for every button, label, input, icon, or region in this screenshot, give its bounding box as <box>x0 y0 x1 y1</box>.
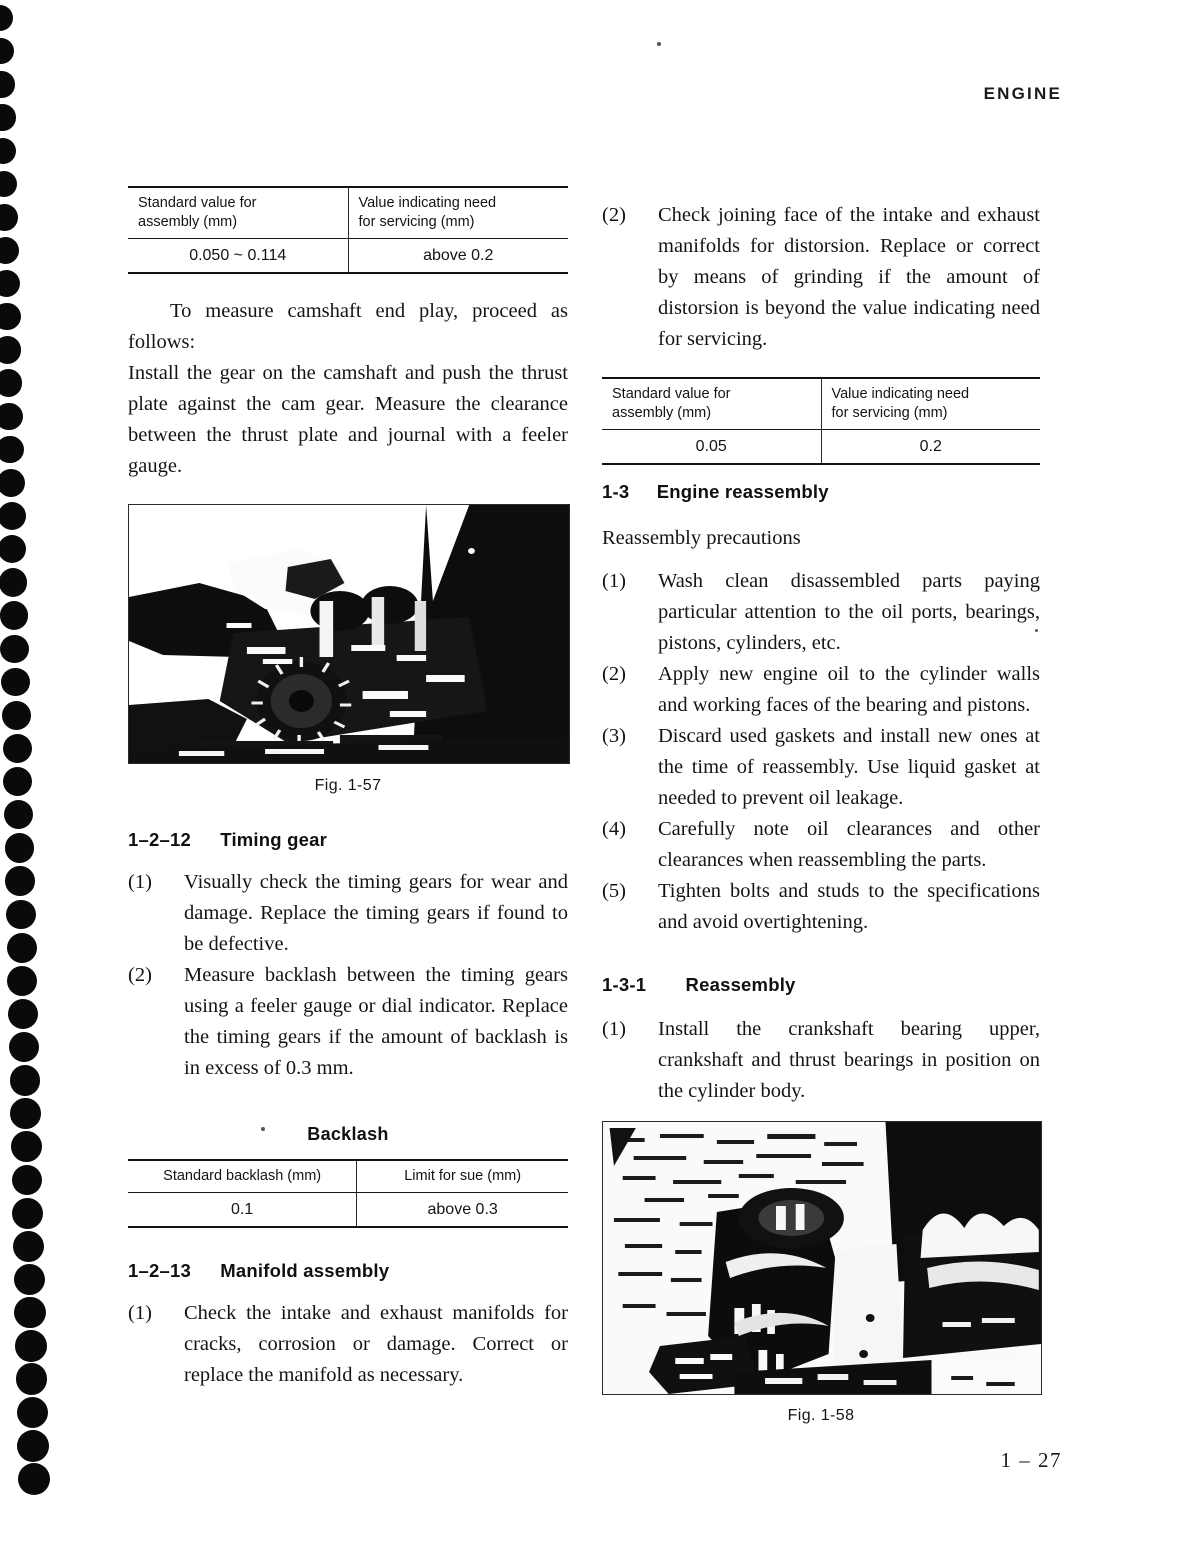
figure-1-58-caption: Fig. 1-58 <box>787 1407 855 1424</box>
figure-1-57-caption: Fig. 1-57 <box>314 777 382 794</box>
table-value-cell: above 0.2 <box>348 239 568 274</box>
binding-hole <box>8 999 38 1029</box>
section-heading-timing-gear <box>128 829 568 851</box>
table-header-cell: Value indicating need <box>358 195 497 211</box>
binding-hole <box>0 171 17 198</box>
page-number: 1 – 27 <box>1000 1448 1062 1472</box>
binding-hole <box>0 635 29 664</box>
list-item-text: Wash clean disassembled parts paying particular attention to the oil ports, bearings, pistons, cylinders, etc. <box>658 570 1040 654</box>
section-number: 1–2–12 <box>128 829 191 850</box>
binding-hole <box>5 833 34 862</box>
list-item <box>128 867 568 960</box>
list-item <box>602 566 1040 659</box>
binding-hole <box>0 303 21 330</box>
table-header-cell: for servicing (mm) <box>831 405 948 421</box>
section-number: 1-3 <box>602 481 630 502</box>
list-item <box>128 1298 568 1391</box>
list-item <box>602 721 1040 814</box>
binding-hole <box>0 601 28 629</box>
binding-hole <box>1 668 30 697</box>
binding-hole <box>4 800 33 829</box>
binding-hole <box>0 336 21 363</box>
binding-hole <box>3 734 32 763</box>
binding-hole <box>2 701 31 730</box>
binding-hole <box>10 1098 41 1129</box>
binding-hole <box>3 767 32 796</box>
manifold-distortion-table <box>602 377 1040 465</box>
spiral-binding-holes <box>0 0 60 1544</box>
binding-hole <box>0 535 26 563</box>
list-marker: (2) <box>602 663 626 685</box>
binding-hole <box>17 1397 49 1429</box>
list-item-text: Carefully note oil clearances and other clearances when reassembling the parts. <box>658 818 1040 871</box>
binding-hole <box>9 1032 39 1062</box>
binding-hole <box>0 237 19 264</box>
table-value-cell: 0.1 <box>128 1193 357 1228</box>
binding-hole <box>0 38 14 64</box>
list-item <box>128 960 568 1084</box>
list-item-text: Apply new engine oil to the cylinder walls and working faces of the bearing and pistons. <box>658 663 1040 716</box>
list-item-text: Check the intake and exhaust manifolds for cracks, corrosion or damage. Correct or replace the manifold as necessary. <box>184 1302 568 1386</box>
section-number: 1–2–13 <box>128 1260 191 1281</box>
scan-speck <box>657 42 661 46</box>
table-header-cell: for servicing (mm) <box>358 214 475 230</box>
binding-hole <box>11 1131 42 1162</box>
binding-hole <box>0 502 26 530</box>
list-item <box>602 200 1040 355</box>
table-header-cell: assembly (mm) <box>138 214 238 230</box>
list-marker: (3) <box>602 725 626 747</box>
section-heading-reassembly <box>602 974 1040 996</box>
binding-hole <box>17 1430 49 1462</box>
list-marker: (2) <box>602 204 626 226</box>
list-item <box>602 876 1040 938</box>
table-header-cell: assembly (mm) <box>612 405 712 421</box>
binding-hole <box>0 270 20 297</box>
binding-hole <box>18 1463 50 1495</box>
binding-hole <box>0 204 18 231</box>
binding-hole <box>0 369 22 397</box>
binding-hole <box>6 900 36 930</box>
binding-hole <box>0 403 23 431</box>
table-value-cell: above 0.3 <box>357 1193 568 1228</box>
table-header-cell: Value indicating need <box>831 386 970 402</box>
running-header: ENGINE <box>983 84 1062 103</box>
binding-hole <box>0 138 16 165</box>
section-heading-manifold-assembly <box>128 1260 568 1282</box>
paragraph-measure-endplay: To measure camshaft end play, proceed as follows: <box>128 300 568 353</box>
section-number: 1-3-1 <box>602 974 647 995</box>
list-item-text: Tighten bolts and studs to the specifications and avoid overtightening. <box>658 880 1040 933</box>
binding-hole <box>0 104 16 130</box>
backlash-table <box>128 1159 568 1228</box>
list-marker: (1) <box>128 871 152 893</box>
list-marker: (5) <box>602 880 626 902</box>
list-item-text: Measure backlash between the timing gears using a feeler gauge or dial indicator. Replace the timing gears if the amount of backlash is in excess of 0.3 mm. <box>184 964 568 1079</box>
table-header-cell: Standard value for <box>612 386 731 402</box>
binding-hole <box>14 1297 45 1328</box>
list-item <box>602 1014 1040 1107</box>
list-item <box>602 814 1040 876</box>
left-column <box>128 186 568 1391</box>
list-marker: (1) <box>128 1302 152 1324</box>
list-item-text: Discard used gaskets and install new ones at the time of reassembly. Use liquid gasket at needed to prevent oil leakage. <box>658 725 1040 809</box>
figure-1-58-image <box>602 1121 1042 1395</box>
section-title: Timing gear <box>220 829 327 850</box>
list-item-text: Visually check the timing gears for wear and damage. Replace the timing gears if found to be defective. <box>184 871 568 955</box>
section-title: Engine reassembly <box>656 481 829 502</box>
paragraph-install-gear: Install the gear on the camshaft and push the thrust plate against the cam gear. Measure the clearance between the thrust plate and journal with a feeler gauge. <box>128 362 568 477</box>
binding-hole <box>14 1264 45 1295</box>
list-item-text: Check joining face of the intake and exhaust manifolds for distorsion. Replace or correct by means of grinding if the amount of distorsion is beyond the value indicating need for servicing. <box>658 204 1040 350</box>
table-value-cell: 0.2 <box>821 430 1040 465</box>
binding-hole <box>7 966 37 996</box>
list-item <box>602 659 1040 721</box>
right-column <box>602 186 1040 1425</box>
binding-hole <box>0 469 25 497</box>
binding-hole <box>7 933 37 963</box>
table-value-cell: 0.050 ~ 0.114 <box>128 239 348 274</box>
reassembly-precautions-title: Reassembly precautions <box>602 527 801 549</box>
figure-1-57 <box>128 504 568 795</box>
list-marker: (1) <box>602 1018 626 1040</box>
section-title: Reassembly <box>685 974 796 995</box>
table-header-cell: Limit for sue (mm) <box>357 1160 568 1193</box>
binding-hole <box>0 5 13 31</box>
list-item-text: Install the crankshaft bearing upper, crankshaft and thrust bearings in position on the cylinder body. <box>658 1018 1040 1102</box>
binding-hole <box>5 866 35 896</box>
table-header-cell: Standard value for <box>138 195 257 211</box>
list-marker: (2) <box>128 964 152 986</box>
list-marker: (4) <box>602 818 626 840</box>
binding-hole <box>0 71 15 97</box>
section-heading-engine-reassembly <box>602 481 1040 503</box>
binding-hole <box>12 1165 43 1196</box>
list-marker: (1) <box>602 570 626 592</box>
binding-hole <box>16 1363 48 1395</box>
binding-hole <box>0 568 27 596</box>
section-title: Manifold assembly <box>220 1260 390 1281</box>
camshaft-endplay-table <box>128 186 568 274</box>
binding-hole <box>12 1198 43 1229</box>
backlash-table-caption: Backlash <box>307 1124 389 1144</box>
figure-1-58 <box>602 1121 1040 1425</box>
table-value-cell: 0.05 <box>602 430 821 465</box>
figure-1-57-image <box>128 504 570 764</box>
binding-hole <box>13 1231 44 1262</box>
table-header-cell: Standard backlash (mm) <box>128 1160 357 1193</box>
binding-hole <box>15 1330 46 1361</box>
binding-hole <box>0 436 24 464</box>
binding-hole <box>10 1065 40 1095</box>
